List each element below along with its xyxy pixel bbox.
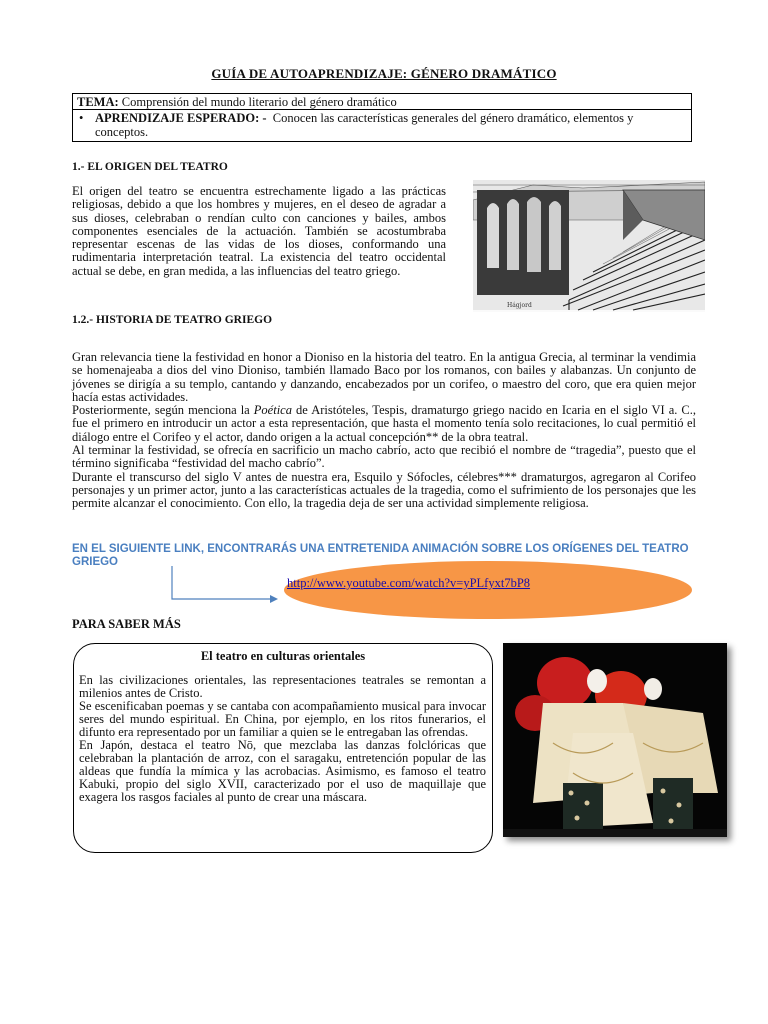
section2-p2: Posteriormente, según menciona la Poética de Aristóteles, Tespis, dramaturgo griego nacido en Icaria en el siglo VI a. C., fue el primero en introducir un actor a esta representación, que hasta el momento tenía solo recitaciones, lo cual permitió el diálogo entre el Corifeo y el actor, dando origen a la actual concepción** de la obra teatral. xyxy=(72,403,697,444)
document-title: GUÍA DE AUTOAPRENDIZAJE: GÉNERO DRAMÁTICO xyxy=(211,66,557,81)
oriental-p3: En Japón, destaca el teatro Nō, que mezclaba las danzas folclóricas que celebraban la plantación de arroz, con el saragaku, entretención popular de las aldeas que fundía la mímica y las acrobacias. Asimismo, es famoso el teatro Kabuki, propio del siglo XVII, caracterizado por el uso de maquillaje que exagera los rasgos faciales al punto de crear una máscara. xyxy=(79,738,486,804)
aprendizaje-text: Conocen las características generales del género dramático, elementos y conceptos. xyxy=(95,111,634,139)
section2-body xyxy=(72,351,696,511)
kabuki-performance-image xyxy=(503,643,727,837)
topic-table xyxy=(72,93,692,142)
bullet-icon: • xyxy=(79,111,84,125)
tema-label: TEMA: xyxy=(77,95,119,109)
aprendizaje-row xyxy=(73,110,691,141)
section2-heading: 1.2.- HISTORIA DE TEATRO GRIEGO xyxy=(72,314,273,326)
aprendizaje-label: APRENDIZAJE ESPERADO: - xyxy=(95,111,267,125)
section1-heading: 1.- EL ORIGEN DEL TEATRO xyxy=(72,161,228,173)
oriental-p2: Se escenificaban poemas y se cantaba con acompañamiento musical para invocar seres del mundo espiritual. En China, por ejemplo, en los ritos funerarios, el difunto era representado por un familiar a quien se le entregaban las ofrendas. xyxy=(79,699,486,739)
tema-text: Comprensión del mundo literario del género dramático xyxy=(121,95,397,109)
oriental-box-title: El teatro en culturas orientales xyxy=(200,649,366,663)
oriental-p1: En las civilizaciones orientales, las representaciones teatrales se remontan a milenios antes de Cristo. xyxy=(79,673,486,700)
para-saber-mas-heading: PARA SABER MÁS xyxy=(72,617,181,631)
youtube-link[interactable]: http://www.youtube.com/watch?v=yPLfyxt7bP8 xyxy=(287,576,531,590)
section2-p1: Gran relevancia tiene la festividad en honor a Dioniso en la historia del teatro. En la antigua Grecia, al terminar la vendimia se homenajeaba a dios del vino Dioniso, también llamado Baco por los romanos, con bailes y alabanzas. Un conjunto de jóvenes se dirigía a su templo, cantando y danzando, encabezados por un corifeo, o maestro del coro, que era quien mejor hacía estas actividades. xyxy=(72,350,696,404)
svg-text:Hágjord: Hágjord xyxy=(507,302,532,309)
section2-p4: Durante el transcurso del siglo V antes de nuestra era, Esquilo y Sófocles, célebres*** dramaturgos, agregaron al Corifeo personajes y un primer actor, junto a las características actuales de la tragedia, como el sufrimiento de los personajes que les permite alcanzar el conocimiento. Con ello, la tragedia deja de ser una actividad simplemente religiosa. xyxy=(72,469,696,511)
oriental-box-text xyxy=(79,674,486,804)
greek-theater-image xyxy=(473,180,705,312)
section2-p3: Al terminar la festividad, se ofrecía en sacrificio un macho cabrío, acto que recibió el nombre de “tragedia”, puesto que el término significaba “festividad del macho cabrío”. xyxy=(72,443,696,471)
poetica-italic: Poética xyxy=(253,403,292,418)
arrow-icon xyxy=(170,566,280,606)
tema-row xyxy=(73,94,691,110)
link-section-heading: EN EL SIGUIENTE LINK, ENCONTRARÁS UNA ENTRETENIDA ANIMACIÓN SOBRE LOS ORÍGENES DEL TEATRO GRIEGO xyxy=(72,543,689,568)
section1-paragraph: El origen del teatro se encuentra estrechamente ligado a las prácticas religiosas, debido a que los hombres y mujeres, en el deseo de agradar a sus dioses, celebraban o rendían culto con canciones y bailes, ambos componentes esenciales de la actuación. También se acostumbraba representar escenas de las vidas de los dioses, conformando una rudimentaria interpretación teatral. La existencia del teatro occidental actual se debe, en gran medida, a las influencias del teatro griego. xyxy=(72,184,446,278)
